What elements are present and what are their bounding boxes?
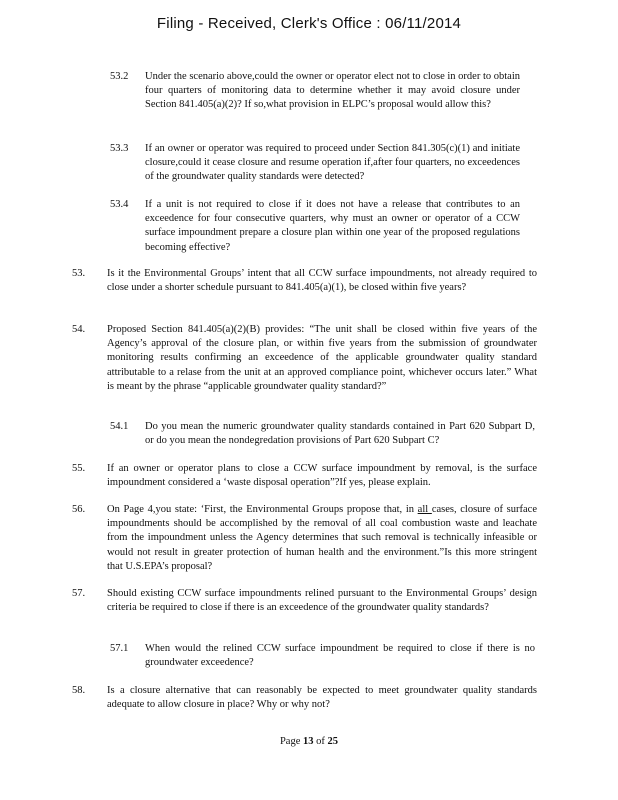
question-55 — [0, 462, 537, 490]
question-number: 53.4 — [110, 199, 129, 210]
question-57-1 — [0, 642, 535, 670]
question-53-2 — [0, 70, 520, 113]
question-number: 57. — [72, 588, 86, 599]
page-label: Page — [279, 736, 301, 747]
question-number: 53.3 — [110, 143, 129, 154]
question-text: Should existing CCW surface impoundments relined pursuant to the Environmental Groups’ design criteria be required to close if there is an exceedence of the groundwater quality standards? — [107, 588, 537, 614]
question-number: 55. — [72, 463, 86, 474]
page-footer — [0, 736, 618, 747]
page-number: 13 — [303, 736, 314, 747]
question-53-3 — [0, 142, 520, 185]
question-53-4 — [0, 198, 520, 255]
question-text: If an owner or operator plans to close a CCW surface impoundment by removal, is the surface impoundment considered a ‘waste disposal operation”?If yes, please explain. — [107, 463, 537, 489]
question-text: Is it the Environmental Groups’ intent that all CCW surface impoundments, not already required to close under a shorter schedule pursuant to 841.405(a)(1), be closed within five years? — [107, 268, 537, 294]
underlined-word: all — [417, 504, 432, 515]
question-text: If an owner or operator was required to proceed under Section 841.305(c)(1) and initiate closure,could it cease closure and resume operation if,after four quarters, no exceedences of the groundwater quality standards were detected? — [145, 143, 520, 183]
question-text: Do you mean the numeric groundwater quality standards contained in Part 620 Subpart D, or do you mean the nondegredation provisions of Part 620 Subpart C? — [145, 421, 535, 447]
question-number: 53. — [72, 268, 86, 279]
question-text: On Page 4,you state: ‘First, the Environmental Groups propose that, in all cases, closure of surface impoundments should be accomplished by the removal of all coal combustion waste and leachate from the impoundment unless the Agency determines that such removal is technically infeasible or would not result in greater protection of human health and the environment.”Is this more stringent that U.S.EPA’s proposal? — [107, 504, 537, 572]
question-54-1 — [0, 420, 535, 448]
of-label: of — [316, 736, 325, 747]
question-number: 56. — [72, 504, 86, 515]
question-text: Proposed Section 841.405(a)(2)(B) provides: “The unit shall be closed within five years of the Agency’s approval of the closure plan, or within five years from the submission of groundwater monitoring results confirming an exceedence of the applicable groundwater quality standard attributable to a relase from the unit at an approved compliance point, whichever occurs later.” What is meant by the phrase “applicable groundwater quality standard?” — [107, 324, 537, 392]
question-text: If a unit is not required to close if it does not have a release that contributes to an exceedence for four consecutive quarters, why must an owner or operator of a CCW surface impoundment prepare a closure plan within one year of the proposed regulations becoming effective? — [145, 199, 520, 253]
question-number: 53.2 — [110, 71, 129, 82]
filing-header: Filing - Received, Clerk's Office : 06/11/2014 — [156, 15, 462, 32]
question-57 — [0, 587, 537, 615]
question-number: 54.1 — [110, 421, 129, 432]
question-number: 54. — [72, 324, 86, 335]
question-56 — [0, 503, 537, 574]
question-text: When would the relined CCW surface impoundment be required to close if there is no groundwater exceedence? — [145, 643, 535, 669]
question-text: Under the scenario above,could the owner or operator elect not to close in order to obtain four quarters of monitoring data to determine whether it may avoid closure under Section 841.405(a)(2)? If so,what provision in ELPC’s proposal would allow this? — [145, 71, 520, 111]
question-number: 58. — [72, 685, 86, 696]
question-58 — [0, 684, 537, 712]
total-pages: 25 — [327, 736, 339, 747]
question-number: 57.1 — [110, 643, 129, 654]
question-text: Is a closure alternative that can reasonably be expected to meet groundwater quality standards adequate to allow closure in place? Why or why not? — [107, 685, 537, 711]
question-54 — [0, 323, 537, 394]
question-53 — [0, 267, 537, 295]
